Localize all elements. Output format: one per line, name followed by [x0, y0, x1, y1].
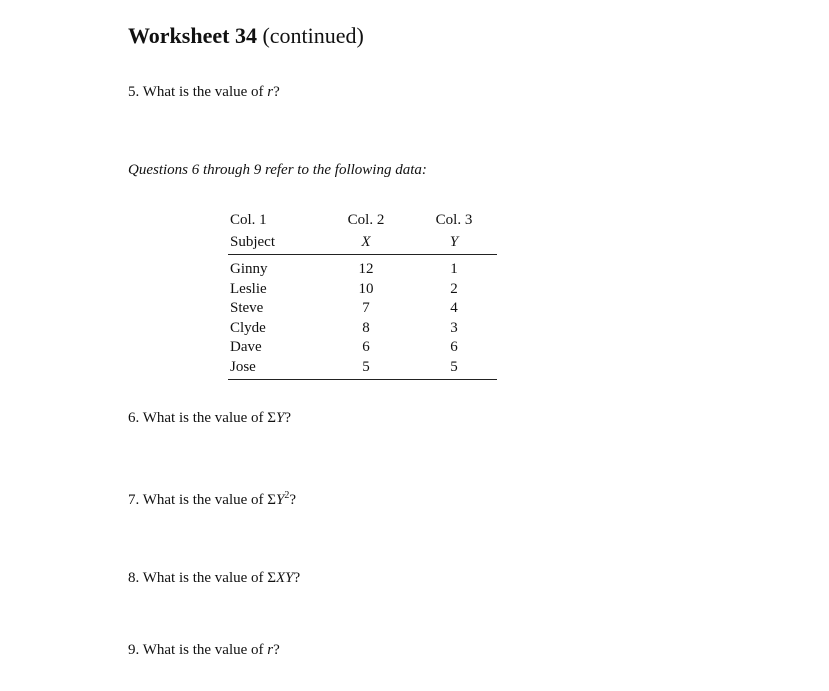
cell-x: 10 [358, 280, 374, 297]
cell-subject: Dave [230, 339, 262, 356]
question-8-end: ? [293, 570, 301, 586]
table-header [228, 210, 497, 255]
header-col-2: Col. 2 [347, 212, 385, 228]
cell-y: 3 [450, 319, 458, 336]
cell-x: 5 [362, 358, 370, 375]
question-9-variable: r [267, 642, 274, 658]
header-x: X [361, 234, 371, 250]
question-9-end: ? [273, 642, 280, 658]
cell-y: 6 [450, 339, 458, 356]
title-suffix: (continued) [262, 23, 364, 48]
table-row [228, 298, 497, 318]
table-row [228, 279, 497, 299]
question-5-variable: r [267, 84, 274, 100]
question-6-variable: Y [276, 410, 285, 426]
question-9 [128, 640, 280, 660]
cell-y: 4 [450, 300, 458, 317]
cell-subject: Ginny [230, 261, 268, 277]
cell-subject: Jose [230, 358, 256, 375]
data-intro: Questions 6 through 9 refer to the following data: [128, 162, 427, 178]
cell-y: 2 [450, 280, 458, 297]
question-7-variable: Y [276, 492, 285, 508]
question-6-end: ? [284, 410, 292, 426]
question-5 [128, 82, 280, 102]
question-8 [128, 568, 300, 588]
cell-subject: Clyde [230, 319, 266, 336]
table-row [228, 337, 497, 357]
cell-x: 6 [362, 339, 370, 356]
data-table [228, 210, 497, 380]
cell-y: 1 [450, 261, 458, 277]
header-subject: Subject [230, 234, 275, 250]
question-7-text: 7. What is the value of Σ [128, 492, 277, 508]
table-body [228, 255, 497, 380]
table-row [228, 259, 497, 279]
cell-subject: Leslie [230, 280, 267, 297]
question-7-end: ? [289, 492, 297, 508]
question-5-end: ? [273, 84, 280, 100]
question-7-exponent: 2 [284, 490, 290, 501]
cell-y: 5 [450, 358, 458, 375]
question-6 [128, 408, 291, 428]
question-7 [128, 490, 296, 510]
cell-x: 8 [362, 319, 370, 336]
header-col-3: Col. 3 [435, 212, 473, 228]
question-6-text: 6. What is the value of Σ [128, 410, 277, 426]
page-title [128, 22, 364, 50]
title-main: Worksheet 34 [128, 23, 257, 48]
header-col-1: Col. 1 [230, 212, 267, 228]
cell-x: 7 [362, 300, 370, 317]
question-5-text: 5. What is the value of [128, 84, 268, 100]
table-row [228, 318, 497, 338]
table-row [228, 357, 497, 377]
cell-subject: Steve [230, 300, 264, 317]
cell-x: 12 [358, 261, 374, 277]
question-8-variable: XY [276, 570, 294, 586]
question-8-text: 8. What is the value of Σ [128, 570, 277, 586]
header-y: Y [449, 234, 459, 250]
question-9-text: 9. What is the value of [128, 642, 268, 658]
